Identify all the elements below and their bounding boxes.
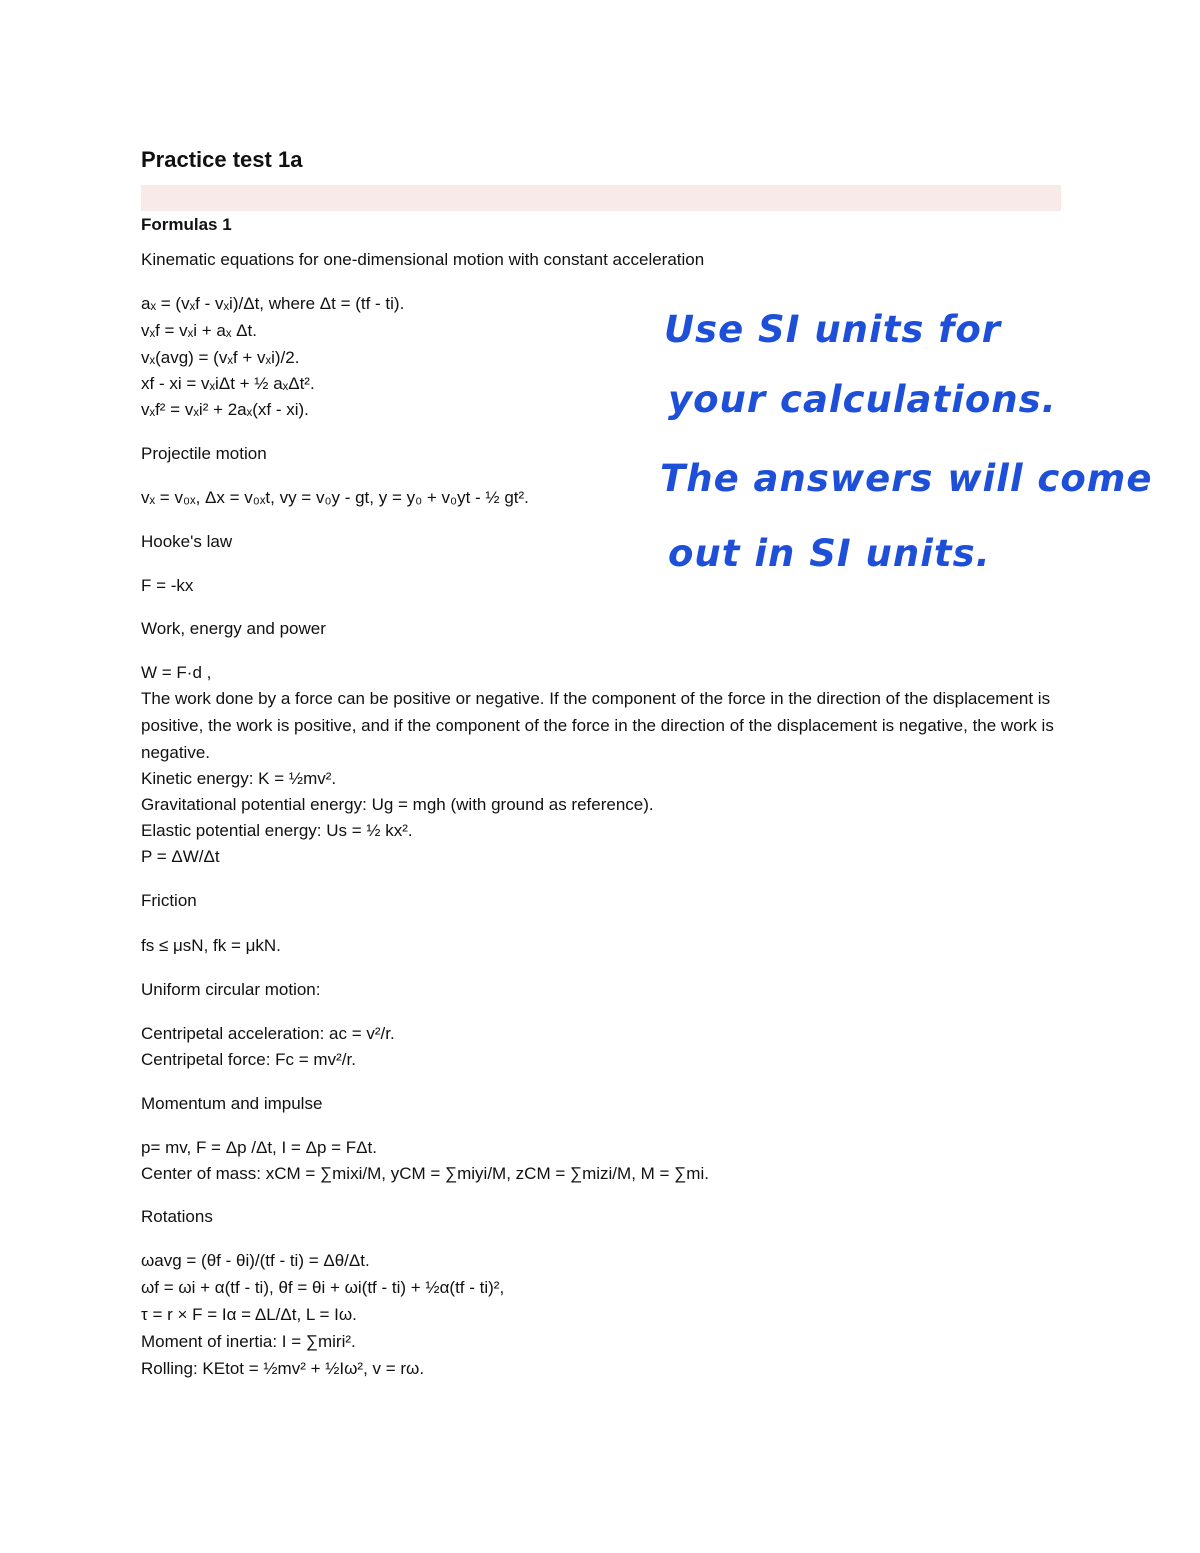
rolling-eq: Rolling: KEtot = ½mv² + ½Iω², v = rω. [141,1359,425,1378]
rotation-eq-1: ωavg = (θf - θi)/(tf - ti) = Δθ/Δt. [141,1251,370,1270]
kinematics-eq-1: aₓ = (vₓf - vₓi)/Δt, where Δt = (tf - ti). [141,294,405,313]
circular-heading: Uniform circular motion: [141,980,321,999]
elastic-pe-eq: Elastic potential energy: Us = ½ kx². [141,821,413,840]
hookes-eq: F = -kx [141,576,194,595]
work-paragraph: The work done by a force can be positive or negative. If the component of the force in the direction of the displacement is positive, the work is positive, and if the component of the force in the direction of the displacement is negative, the work is negative. [141,689,1054,762]
highlight-bar [141,185,1061,211]
center-of-mass-eq: Center of mass: xCM = ∑mixi/M, yCM = ∑miyi/M, zCM = ∑mizi/M, M = ∑mi. [141,1164,709,1183]
formulas-heading: Formulas 1 [141,215,232,234]
kinetic-energy-eq: Kinetic energy: K = ½mv². [141,769,337,788]
handwritten-note-line-3: The answers will come [660,457,1153,500]
rotation-eq-3: τ = r × F = Iα = ΔL/Δt, L = Iω. [141,1305,357,1324]
momentum-heading: Momentum and impulse [141,1094,323,1113]
handwritten-note-line-2: your calculations. [668,378,1057,421]
page-title: Practice test 1a [141,147,303,172]
hookes-heading: Hooke's law [141,532,233,551]
kinematics-eq-4: xf - xi = vₓiΔt + ½ aₓΔt². [141,374,315,393]
gravitational-pe-eq: Gravitational potential energy: Ug = mgh (with ground as reference). [141,795,654,814]
centripetal-force-eq: Centripetal force: Fc = mv²/r. [141,1050,356,1069]
kinematics-heading: Kinematic equations for one-dimensional motion with constant acceleration [141,250,705,269]
kinematics-eq-5: vₓf² = vₓi² + 2aₓ(xf - xi). [141,400,309,419]
projectile-eq: vₓ = v₀ₓ, Δx = v₀ₓt, vy = v₀y - gt, y = y₀ + v₀yt - ½ gt². [141,488,529,507]
kinematics-eq-2: vₓf = vₓi + aₓ Δt. [141,321,257,340]
handwritten-note-line-4: out in SI units. [668,532,991,575]
rotations-heading: Rotations [141,1207,213,1226]
handwritten-note-line-1: Use SI units for [664,308,1002,351]
work-heading: Work, energy and power [141,619,326,638]
power-eq: P = ΔW/Δt [141,847,220,866]
kinematics-eq-3: vₓ(avg) = (vₓf + vₓi)/2. [141,348,300,367]
work-eq: W = F·d , [141,663,212,682]
centripetal-accel-eq: Centripetal acceleration: ac = v²/r. [141,1024,395,1043]
friction-eq: fs ≤ μsN, fk = μkN. [141,936,281,955]
moment-of-inertia-eq: Moment of inertia: I = ∑miri². [141,1332,356,1351]
rotation-eq-2: ωf = ωi + α(tf - ti), θf = θi + ωi(tf - ti) + ½α(tf - ti)², [141,1278,505,1297]
friction-heading: Friction [141,891,197,910]
projectile-heading: Projectile motion [141,444,267,463]
momentum-eq: p= mv, F = Δp /Δt, I = Δp = FΔt. [141,1138,377,1157]
